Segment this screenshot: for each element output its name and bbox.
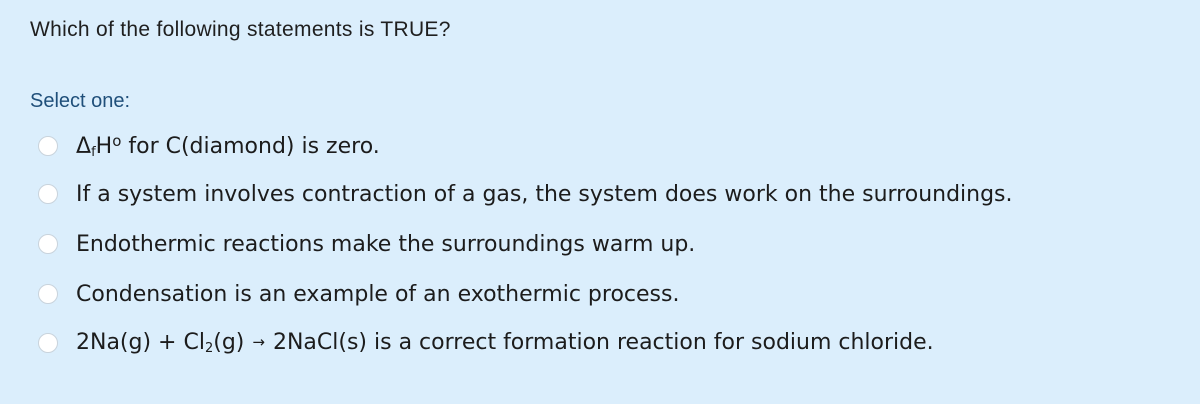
option-a[interactable]: [38, 126, 380, 166]
radio-button[interactable]: [38, 136, 58, 156]
option-label: $\Delta_fH^o$ for C(diamond) is zero.: [76, 132, 380, 160]
option-label: If a system involves contraction of a gas, the system does work on the surroundings.: [76, 181, 1013, 207]
option-e[interactable]: [38, 323, 934, 363]
option-d[interactable]: [38, 274, 679, 314]
option-c[interactable]: [38, 224, 695, 264]
option-label: Endothermic reactions make the surroundings warm up.: [76, 231, 696, 257]
option-b[interactable]: [38, 174, 1013, 214]
radio-button[interactable]: [38, 284, 58, 304]
radio-button[interactable]: [38, 234, 58, 254]
select-one-label: Select one:: [30, 90, 131, 112]
radio-button[interactable]: [38, 184, 58, 204]
radio-button[interactable]: [38, 333, 58, 353]
arrow-icon: →: [252, 333, 265, 351]
option-label: Condensation is an example of an exothermic process.: [76, 281, 680, 307]
question-text: Which of the following statements is TRUE?: [30, 18, 451, 41]
option-label: $2Na(g) + Cl_2(g)$ → 2NaCl(s) is a correct formation reaction for sodium chloride.: [76, 330, 934, 356]
